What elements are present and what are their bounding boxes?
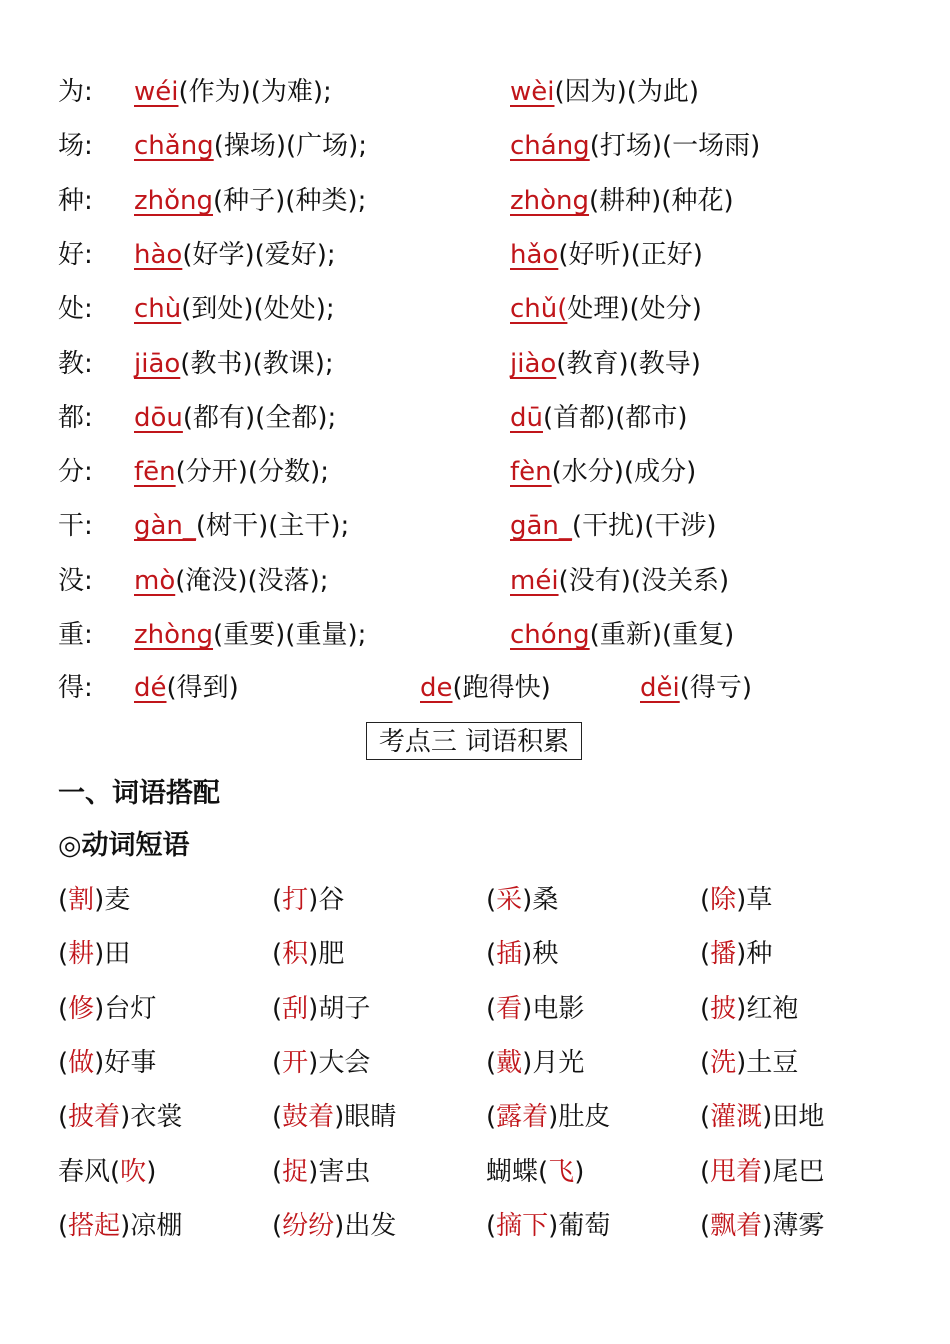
polyphone-row [0,398,950,438]
pinyin: mò [134,566,176,596]
example-words: (水分)(成分) [551,457,697,487]
close-paren: ) [548,1211,559,1241]
pinyin: cháng [510,131,590,161]
phrase-object: 桑 [532,885,559,915]
open-paren: ( [58,885,69,915]
open-paren: ( [700,1102,711,1132]
open-paren: ( [58,1211,69,1241]
open-paren: ( [486,1102,497,1132]
example-words: (重要)(重量); [213,620,367,650]
example-words: (干扰)(干涉) [571,511,717,541]
phrase-object: 台灯 [104,994,157,1024]
pinyin: jiào [510,349,557,379]
close-paren: ) [94,994,105,1024]
close-paren: ) [334,1211,345,1241]
open-paren: ( [58,994,69,1024]
pinyin: fèn [510,457,552,487]
reading-left [134,126,367,166]
example-words: (没有)(没关系) [558,566,730,596]
open-paren: ( [110,1157,121,1187]
phrase-item [700,1097,824,1137]
open-paren: ( [58,1048,69,1078]
example-words: (分开)(分数); [175,457,329,487]
pinyin: gān_ [510,511,572,541]
phrase-object: 葡萄 [558,1211,611,1241]
example-words: (教书)(教课); [180,349,334,379]
phrase-item [272,1152,370,1192]
polyphone-row [0,289,950,329]
pinyin: dé [134,673,167,703]
phrase-row [0,934,950,974]
close-paren: ) [762,1102,773,1132]
category-title: ◎动词短语 [58,830,190,861]
phrase-object: 种 [746,939,773,969]
close-paren: ) [94,885,105,915]
answer-verb: 甩着 [710,1157,763,1187]
close-paren: ) [308,994,319,1024]
answer-verb: 摘下 [496,1211,549,1241]
polyphone-row [0,126,950,166]
phrase-object: 电影 [532,994,585,1024]
pinyin: de [420,673,453,703]
phrase-item [58,880,130,920]
example-words: (好学)(爱好); [182,240,336,270]
polyphone-row [0,344,950,384]
phrase-row [0,1043,950,1083]
open-paren: ( [272,1211,283,1241]
pinyin: chù [134,294,182,324]
example-words: (好听)(正好) [558,240,703,270]
reading-right [510,506,717,546]
answer-verb: 露着 [496,1102,549,1132]
close-paren: ) [146,1157,157,1187]
close-paren: ) [736,939,747,969]
answer-verb: 披着 [68,1102,121,1132]
polyphone-row [0,615,950,655]
phrase-object: 凉棚 [130,1211,183,1241]
close-paren: ) [120,1211,131,1241]
phrase-object: 红袍 [746,994,799,1024]
phrase-row [0,1206,950,1246]
example-words: (重新)(重复) [589,620,735,650]
phrase-item [486,1043,584,1083]
close-paren: ) [736,885,747,915]
phrase-object: 肥 [318,939,345,969]
phrase-prefix: 蝴蝶 [486,1157,539,1187]
close-paren: ) [574,1157,585,1187]
phrase-item [486,1206,610,1246]
answer-verb: 纷纷 [282,1211,335,1241]
phrase-object: 薄雾 [772,1211,825,1241]
polyphone-char: 教: [58,349,93,379]
answer-verb: 耕 [68,939,95,969]
answer-verb: 割 [68,885,95,915]
answer-verb: 打 [282,885,309,915]
answer-verb: 搭起 [68,1211,121,1241]
open-paren: ( [700,885,711,915]
subsection-title: 一、词语搭配 [58,778,220,809]
example-words: (种子)(种类); [213,186,367,216]
phrase-row [0,1152,950,1192]
pinyin: děi [640,673,680,703]
phrase-object: 害虫 [318,1157,371,1187]
close-paren: ) [308,939,319,969]
phrase-object: 胡子 [318,994,371,1024]
answer-verb: 插 [496,939,523,969]
pinyin: fēn [134,457,176,487]
reading-right [510,126,760,166]
pinyin: hǎo [510,240,559,270]
answer-verb: 吹 [120,1157,147,1187]
close-paren: ) [120,1102,131,1132]
close-paren: ) [334,1102,345,1132]
phrase-item [272,989,370,1029]
open-paren: ( [272,1102,283,1132]
answer-verb: 做 [68,1048,95,1078]
open-paren: ( [272,1048,283,1078]
open-paren: ( [58,1102,69,1132]
phrase-object: 好事 [104,1048,157,1078]
example-words: (淹没)(没落); [175,566,329,596]
open-paren: ( [700,1048,711,1078]
example-words: (打场)(一场雨) [589,131,761,161]
phrase-object: 眼睛 [344,1102,397,1132]
phrase-item [700,934,772,974]
close-paren: ) [522,1048,533,1078]
phrase-item [58,1206,182,1246]
phrase-object: 谷 [318,885,345,915]
reading-left [134,181,366,221]
polyphone-char: 场: [58,131,93,161]
phrase-item [58,1043,156,1083]
reading-right [510,289,702,329]
example-words: (耕种)(种花) [589,186,734,216]
answer-verb: 积 [282,939,309,969]
phrase-item [700,989,798,1029]
section-heading: 考点三 词语积累 [366,722,582,760]
reading-right [510,398,688,438]
reading-left [134,72,332,112]
phrase-object: 麦 [104,885,131,915]
open-paren: ( [272,939,283,969]
close-paren: ) [522,885,533,915]
polyphone-char: 为: [58,77,93,107]
phrase-item [272,1206,396,1246]
pinyin: wèi [510,77,555,107]
answer-verb: 捉 [282,1157,309,1187]
polyphone-char: 干: [58,511,93,541]
open-paren: ( [700,994,711,1024]
polyphone-row [0,452,950,492]
answer-verb: 飞 [548,1157,575,1187]
pinyin: dōu [134,403,183,433]
phrase-item [700,1152,824,1192]
phrase-item [700,1206,824,1246]
example-words: (操场)(广场); [213,131,368,161]
phrase-object: 肚皮 [558,1102,611,1132]
example-words: 处理)(处分) [567,294,702,324]
reading-left [134,615,366,655]
phrase-item [272,1043,370,1083]
phrase-item [58,1097,182,1137]
phrase-item [486,934,558,974]
pinyin: wéi [134,77,179,107]
open-paren: ( [486,1048,497,1078]
open-paren: ( [272,994,283,1024]
reading-left [134,235,336,275]
example-words: (树干)(主干); [195,511,350,541]
phrase-item [486,1152,584,1192]
example-words: (得到) [166,673,239,703]
phrase-row [0,880,950,920]
close-paren: ) [522,994,533,1024]
open-paren: ( [486,939,497,969]
polyphone-char: 没: [58,566,93,596]
answer-verb: 戴 [496,1048,523,1078]
example-words: (跑得快) [452,673,551,703]
open-paren: ( [700,939,711,969]
phrase-item [58,934,130,974]
example-words: (得亏) [679,673,753,703]
open-paren: ( [272,885,283,915]
close-paren: ) [762,1157,773,1187]
close-paren: ) [308,1157,319,1187]
phrase-object: 田地 [772,1102,825,1132]
open-paren: ( [700,1157,711,1187]
reading-right [510,561,729,601]
close-paren: ) [522,939,533,969]
polyphone-char: 重: [58,620,93,650]
polyphone-char: 好: [58,240,93,270]
reading-left [134,506,349,546]
open-paren: ( [58,939,69,969]
pinyin: gàn_ [134,511,196,541]
reading-left [134,289,335,329]
reading-left [134,452,329,492]
pinyin: dū [510,403,543,433]
pinyin: jiāo [134,349,181,379]
phrase-object: 田 [104,939,131,969]
phrase-object: 月光 [532,1048,585,1078]
close-paren: ) [736,1048,747,1078]
polyphone-row [0,181,950,221]
phrase-prefix: 春风 [58,1157,111,1187]
answer-verb: 除 [710,885,737,915]
phrase-item [486,1097,610,1137]
reading-right [510,181,734,221]
polyphone-row [0,235,950,275]
phrase-item [486,989,584,1029]
close-paren: ) [94,1048,105,1078]
phrase-item [700,880,772,920]
answer-verb: 刮 [282,994,309,1024]
example-words: (首都)(都市) [542,403,688,433]
close-paren: ) [762,1211,773,1241]
phrase-item [58,989,156,1029]
answer-verb: 洗 [710,1048,737,1078]
phrase-object: 衣裳 [130,1102,183,1132]
polyphone-char: 都: [58,403,93,433]
close-paren: ) [548,1102,559,1132]
reading-left [134,398,336,438]
reading-right [510,72,699,112]
close-paren: ) [308,1048,319,1078]
polyphone-char: 分: [58,457,93,487]
open-paren: ( [486,885,497,915]
pinyin: chóng [510,620,590,650]
close-paren: ) [94,939,105,969]
polyphone-row-de [0,668,950,708]
phrase-item [700,1043,798,1083]
pinyin: zhòng [510,186,590,216]
polyphone-row [0,506,950,546]
phrase-object: 土豆 [746,1048,799,1078]
phrase-row [0,989,950,1029]
polyphone-char: 得: [58,673,93,703]
pinyin: chǎng [134,131,214,161]
answer-verb: 灌溉 [710,1102,763,1132]
open-paren: ( [272,1157,283,1187]
open-paren: ( [486,994,497,1024]
example-words: (作为)(为难); [178,77,332,107]
answer-verb: 播 [710,939,737,969]
reading-left [134,561,329,601]
phrase-object: 秧 [532,939,559,969]
phrase-object: 大会 [318,1048,371,1078]
example-words: (到处)(处处); [181,294,335,324]
answer-verb: 飘着 [710,1211,763,1241]
phrase-row [0,1097,950,1137]
pinyin: zhòng [134,620,214,650]
phrase-item [272,1097,396,1137]
example-words: (因为)(为此) [554,77,700,107]
answer-verb: 鼓着 [282,1102,335,1132]
reading-right [510,235,703,275]
pinyin: méi [510,566,559,596]
phrase-item [486,880,558,920]
answer-verb: 采 [496,885,523,915]
example-words: (都有)(全都); [182,403,337,433]
reading-left [134,344,334,384]
open-paren: ( [700,1211,711,1241]
phrase-object: 出发 [344,1211,397,1241]
open-paren: ( [486,1211,497,1241]
polyphone-row [0,561,950,601]
pinyin: zhǒng [134,186,214,216]
answer-verb: 看 [496,994,523,1024]
phrase-object: 草 [746,885,773,915]
reading-right [510,452,696,492]
open-paren: ( [538,1157,549,1187]
phrase-item [272,880,344,920]
reading-right [510,615,734,655]
answer-verb: 披 [710,994,737,1024]
close-paren: ) [308,885,319,915]
pinyin: chǔ( [510,294,568,324]
answer-verb: 修 [68,994,95,1024]
answer-verb: 开 [282,1048,309,1078]
pinyin: hào [134,240,183,270]
phrase-item [272,934,344,974]
polyphone-char: 种: [58,186,93,216]
example-words: (教育)(教导) [556,349,701,379]
phrase-object: 尾巴 [772,1157,825,1187]
reading-right [510,344,701,384]
phrase-item [58,1152,156,1192]
polyphone-row [0,72,950,112]
polyphone-char: 处: [58,294,93,324]
close-paren: ) [736,994,747,1024]
